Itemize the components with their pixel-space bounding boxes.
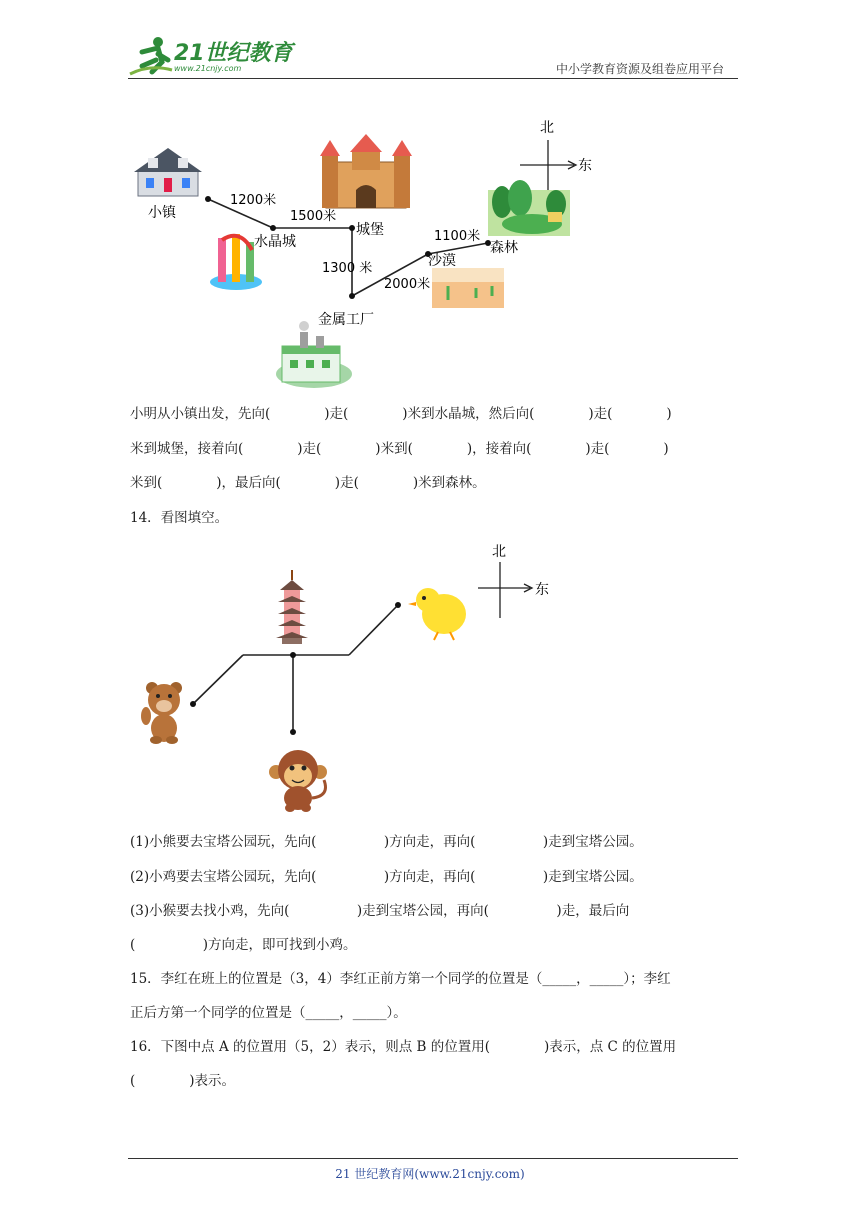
bear-icon: [141, 682, 182, 744]
distance-desert-forest: 1100米: [434, 229, 481, 244]
distance-crystal-castle: 1500米: [290, 209, 337, 224]
compass-2: [478, 544, 549, 618]
compass-1: [520, 120, 592, 190]
header-divider: [128, 78, 738, 79]
q15-line-1: 15．李红在班上的位置是（3，4）李红正前方第一个同学的位置是（_____，_____）；李红: [130, 971, 671, 987]
q16-line-1: 16．下图中点 A 的位置用（5，2）表示，则点 B 的位置用( )表示，点 C 的位置用: [130, 1039, 677, 1055]
logo-text: 21世纪教育: [174, 41, 293, 66]
route-map-2: [0, 540, 860, 825]
page-footer: 21 世纪教育网(www.21cnjy.com): [335, 1167, 525, 1181]
site-logo: [128, 34, 298, 78]
compass-2-north-label: 北: [492, 544, 506, 560]
q14-title: 14．看图填空。: [130, 510, 229, 526]
q14-sentence-1: (1)小熊要去宝塔公园玩，先向( )方向走，再向( )走到宝塔公园。: [130, 834, 643, 850]
monkey-icon: [269, 750, 327, 812]
q14-sentence-3a: (3)小猴要去找小鸡，先向( )走到宝塔公园，再向( )走，最后向: [130, 903, 630, 919]
label-forest: 森林: [490, 240, 518, 256]
house-icon: [134, 148, 202, 196]
q14-sentence-2: (2)小鸡要去宝塔公园玩，先向( )方向走，再向( )走到宝塔公园。: [130, 869, 643, 885]
q14-sentence-3b: ( )方向走，即可找到小鸡。: [130, 937, 357, 953]
q15-line-2: 正后方第一个同学的位置是（_____，_____）。: [130, 1005, 407, 1021]
page-header: [128, 34, 738, 78]
label-castle: 城堡: [356, 222, 384, 238]
q13-line-3: 米到( )，最后向( )走( )米到森林。: [130, 475, 486, 491]
footer-divider: [128, 1158, 738, 1159]
platform-name: 中小学教育资源及组卷应用平台: [555, 62, 724, 76]
castle-icon: [320, 134, 412, 208]
distance-town-crystal: 1200米: [230, 193, 277, 208]
q13-line-1: 小明从小镇出发，先向( )走( )米到水晶城，然后向( )走( ): [130, 406, 672, 422]
label-metal-factory: 金属工厂: [318, 312, 374, 328]
q16-line-2: ( )表示。: [130, 1073, 236, 1089]
compass-2-east-label: 东: [535, 582, 549, 598]
compass-north-label: 北: [540, 120, 554, 136]
logo-url: www.21cnjy.com: [174, 64, 242, 73]
compass-east-label: 东: [578, 158, 592, 174]
distance-factory-desert: 2000米: [384, 277, 431, 292]
label-crystal-city: 水晶城: [254, 234, 296, 250]
chick-icon: [408, 588, 466, 640]
runner-logo-icon: [128, 34, 174, 78]
forest-icon: [488, 180, 570, 236]
factory-icon: [276, 321, 352, 388]
label-town: 小镇: [148, 205, 176, 221]
distance-castle-factory: 1300 米: [322, 261, 373, 276]
desert-icon: [432, 268, 504, 308]
label-desert: 沙漠: [428, 253, 456, 269]
route-map-1: [0, 110, 860, 400]
pagoda-icon: [276, 570, 308, 644]
q13-line-2: 米到城堡，接着向( )走( )米到( )，接着向( )走( ): [130, 441, 669, 457]
